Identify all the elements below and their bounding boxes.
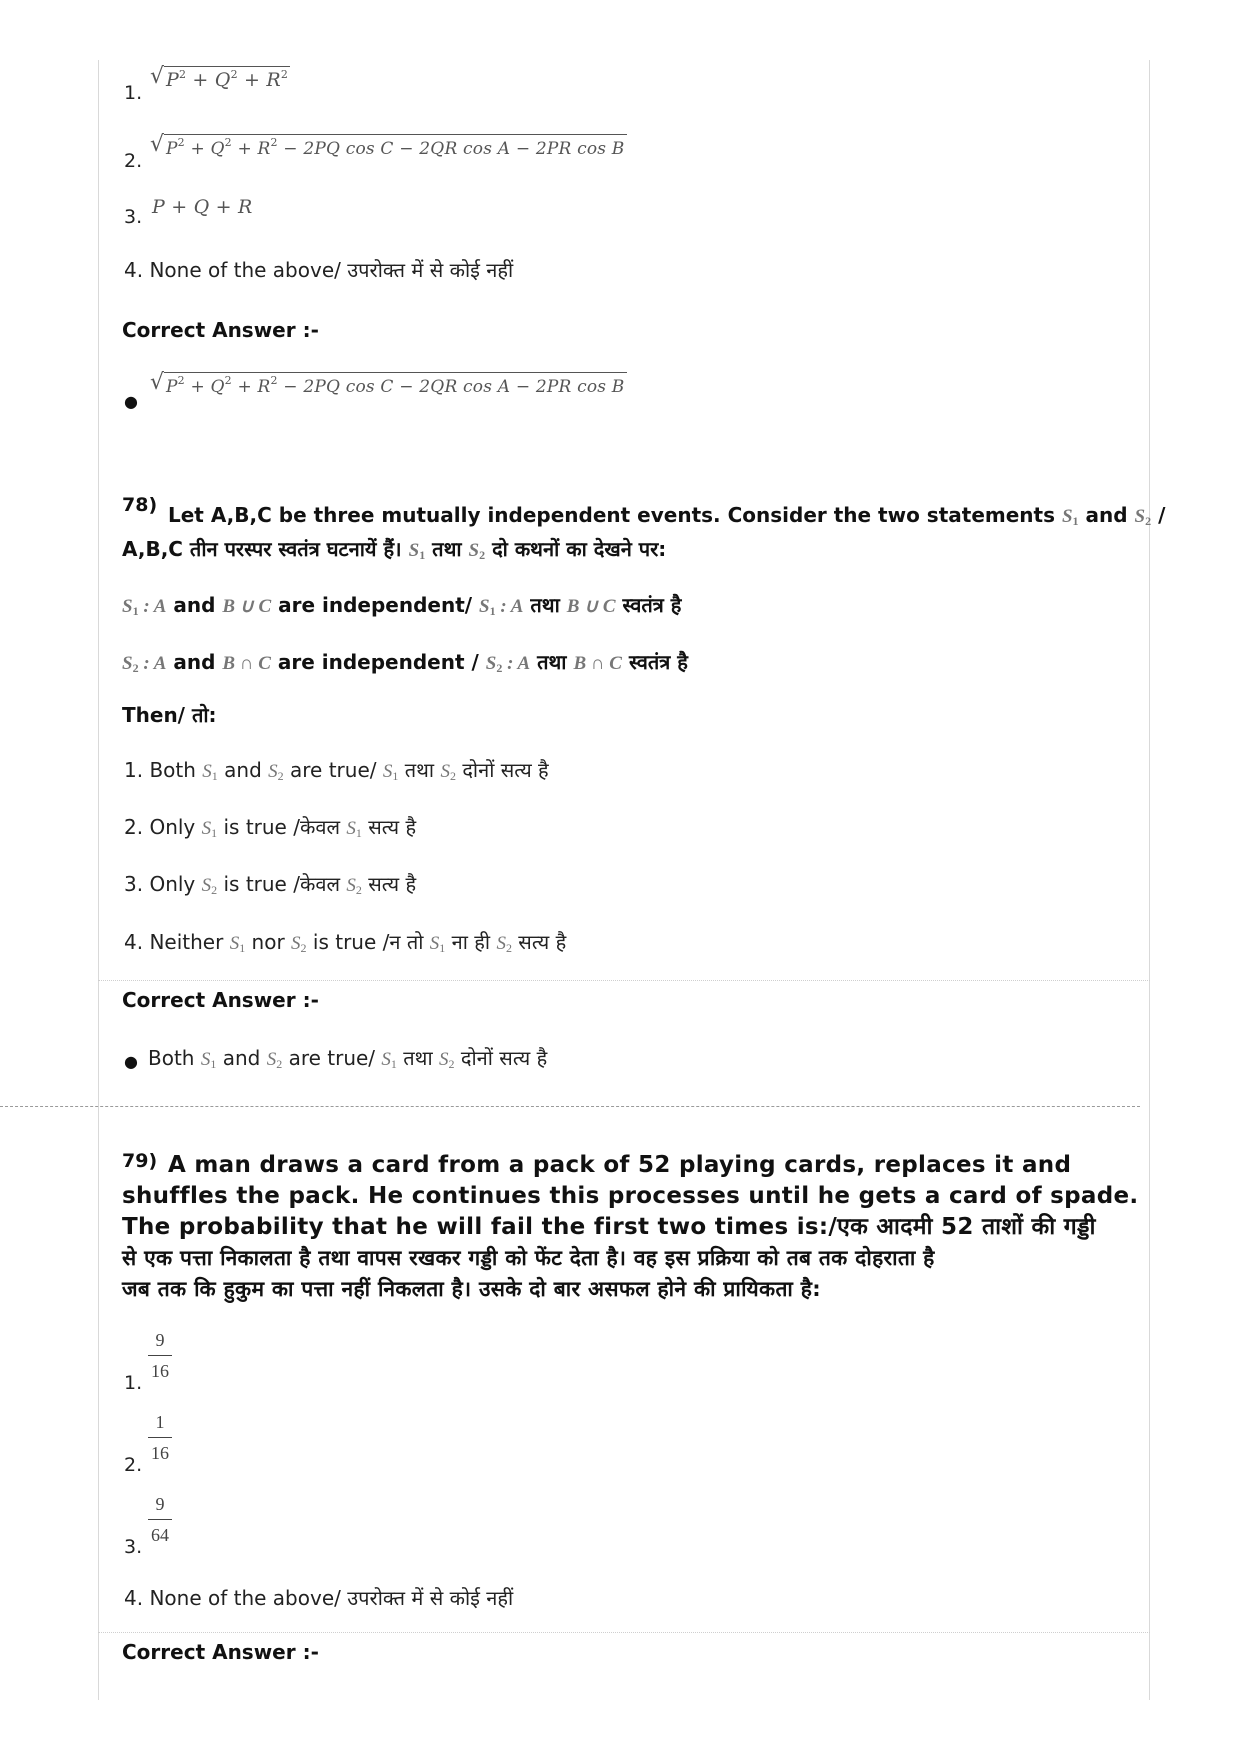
q77-option-3-number: 3.: [124, 206, 143, 228]
q79-option-3-number: 3.: [124, 1536, 143, 1558]
q79-option-2-number: 2.: [124, 1454, 143, 1476]
q79-option-3-fraction: 9 64: [148, 1494, 172, 1545]
q77-option-3-formula: P + Q + R: [152, 196, 253, 218]
q79-correct-answer-label: Correct Answer :-: [122, 1640, 319, 1664]
bullet-icon: ●: [124, 392, 138, 411]
q78-question-line1: Let A,B,C be three mutually independent events. Consider the two statements $S_1$ and $S_2$ /: [168, 503, 1166, 528]
q79-option-1-fraction: 9 16: [148, 1330, 172, 1381]
q78-then: Then/ तो:: [122, 703, 217, 727]
q77-option-2-formula: √ $P^2 + Q^2 + R^2 - 2PQ$ cos C − 2QR cos A − 2PR cos B: [150, 134, 627, 159]
q78-statement-s2: $S_2$ : A and B ∩ C are independent / $S_2$ : A तथा B ∩ C स्वतंत्र है: [122, 650, 688, 675]
q77-option-4: 4. None of the above/ उपरोक्त में से कोई नहीं: [124, 258, 514, 282]
q77-option-1-formula: √ $P^2 + Q^2 + R^2$: [150, 66, 290, 91]
q77-correct-formula: √ $P^2 + Q^2 + R^2 - 2PQ$ cos C − 2QR cos A − 2PR cos B: [150, 372, 627, 397]
q78-number: 78): [122, 494, 158, 516]
q77-correct-answer-label: Correct Answer :-: [122, 318, 319, 342]
q77-option-2-number: 2.: [124, 150, 143, 172]
q78-option-3: 3. Only $S_2$ is true /केवल $S_2$ सत्य है: [124, 872, 417, 897]
q78-question-line2: A,B,C तीन परस्पर स्वतंत्र घटनायें हैं। $S_1$ तथा $S_2$ दो कथनों का देखने पर:: [122, 537, 667, 562]
q79-number: 79): [122, 1150, 158, 1172]
q78-correct-answer: Both $S_1$ and $S_2$ are true/ $S_1$ तथा $S_2$ दोनों सत्य है: [148, 1046, 548, 1071]
q79-question-line2: shuffles the pack. He continues this processes until he gets a card of spade.: [122, 1183, 1139, 1209]
q79-option-1-number: 1.: [124, 1372, 143, 1394]
q79-option-2-fraction: 1 16: [148, 1412, 172, 1463]
q78-divider: [98, 980, 1150, 981]
q79-question-line1: A man draws a card from a pack of 52 playing cards, replaces it and: [168, 1152, 1072, 1178]
bullet-icon: ●: [124, 1052, 138, 1071]
q78-option-4: 4. Neither $S_1$ nor $S_2$ is true /न तो $S_1$ ना ही $S_2$ सत्य है: [124, 930, 567, 955]
q77-option-1-number: 1.: [124, 82, 143, 104]
q78-correct-answer-label: Correct Answer :-: [122, 988, 319, 1012]
q78-option-2: 2. Only $S_1$ is true /केवल $S_1$ सत्य है: [124, 815, 417, 840]
question-separator: [0, 1106, 1140, 1107]
q78-statement-s1: $S_1$ : A and B ∪ C are independent/ $S_1$ : A तथा B ∪ C स्वतंत्र है: [122, 593, 682, 618]
q79-option-4: 4. None of the above/ उपरोक्त में से कोई नहीं: [124, 1586, 514, 1610]
q79-question-line3: The probability that he will fail the first two times is:/एक आदमी 52 ताशों की गड्डी: [122, 1214, 1096, 1240]
q79-question-line5: जब तक कि हुकुम का पत्ता नहीं निकलता है। उसके दो बार असफल होने की प्रायिकता है:: [122, 1277, 821, 1301]
q78-option-1: 1. Both $S_1$ and $S_2$ are true/ $S_1$ तथा $S_2$ दोनों सत्य है: [124, 758, 549, 783]
q79-divider: [98, 1632, 1150, 1633]
q79-question-line4: से एक पत्ता निकालता है तथा वापस रखकर गड्डी को फेंट देता है। वह इस प्रक्रिया को तब तक दोहराता है: [122, 1246, 935, 1270]
